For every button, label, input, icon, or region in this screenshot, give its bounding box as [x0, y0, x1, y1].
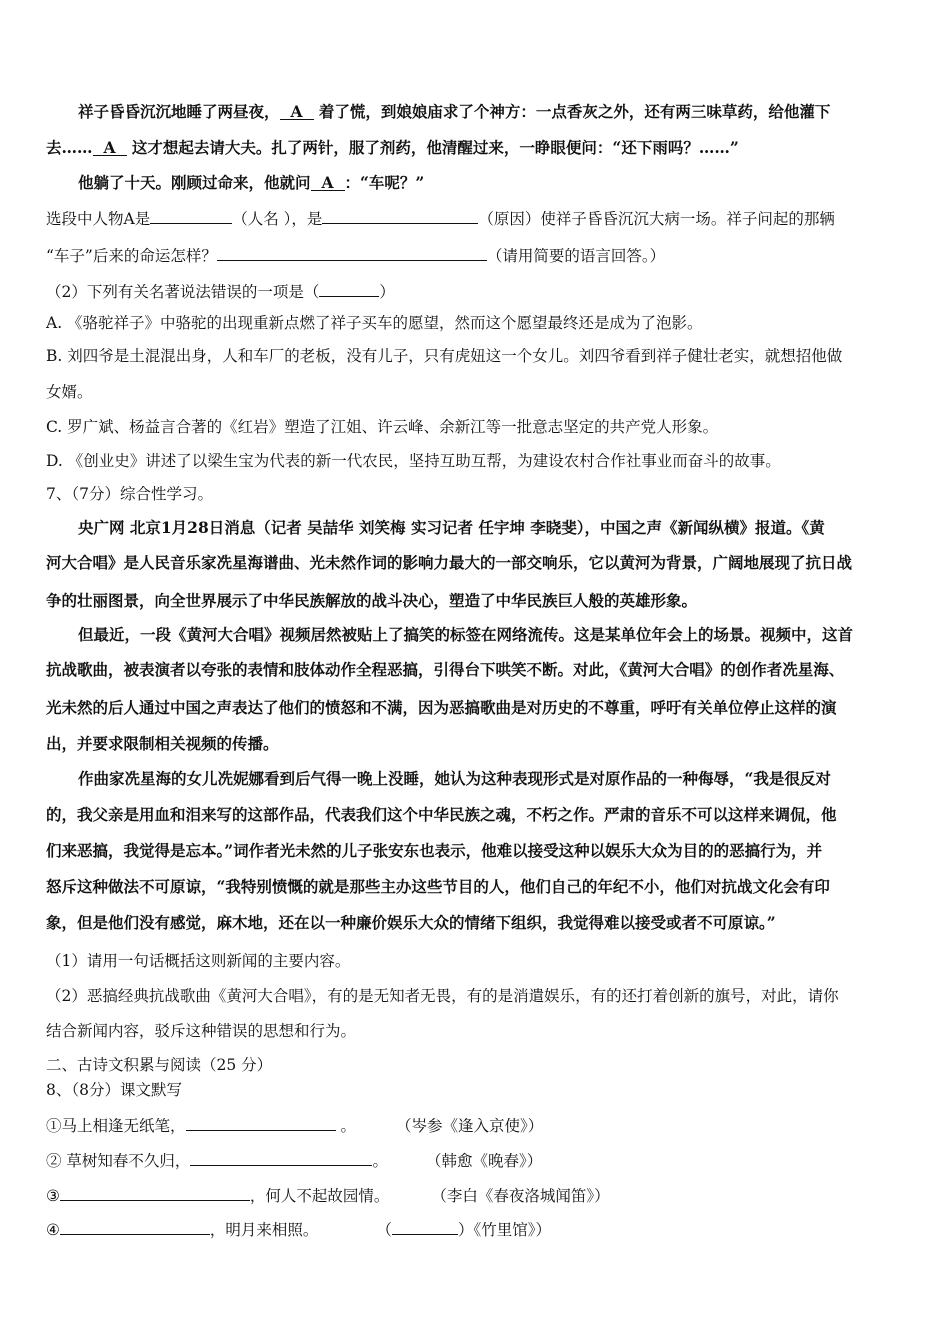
option-d: D. 《创业史》讲述了以梁生宝为代表的新一代农民，坚持互助互帮，为建设农村合作社事业而奋斗的故事。	[46, 452, 781, 470]
excerpt-line-2: 去…… A 这才想起去请大夫。扎了两针，服了剂药，他清醒过来，一睁眼便问：“还下雨吗？……”	[46, 138, 739, 157]
news-line-4: 但最近，一段《黄河大合唱》视频居然被贴上了搞笑的标签在网络流传。这是某单位年会上的场景。视频中，这首	[78, 625, 854, 644]
question-8-title: 8、（8分）课文默写	[46, 1081, 182, 1099]
recite-line-3: ③ ，何人不起故园情。 （李白《春夜洛城闻笛》）	[46, 1183, 910, 1206]
answer-blank-choice[interactable]	[319, 279, 379, 297]
question-7-title: 7、（7分）综合性学习。	[46, 485, 213, 503]
news-line-8: 作曲家冼星海的女儿冼妮娜看到后气得一晚上没睡，她认为这种表现形式是对原作品的一种侮辱，“我是很反对	[78, 769, 831, 788]
recite-line-2: ② 草树知春不久归， 。 （韩愈《晚春》）	[46, 1148, 910, 1171]
news-line-6: 光未然的后人通过中国之声表达了他们的愤怒和不满，因为恶搞歌曲是对历史的不尊重，呼吁有关单位停止这样的演	[46, 698, 837, 717]
blank-a-2: A	[93, 138, 127, 156]
recite-line-1: ①马上相逢无纸笔， 。 （岑参《逢入京使》）	[46, 1113, 910, 1136]
news-line-11: 怒斥这种做法不可原谅，“我特别愤慨的就是那些主办这些节目的人，他们自己的年纪不小，他们对抗战文化会有印	[46, 877, 830, 896]
question-7-sub-2-line-2: 结合新闻内容，驳斥这种错误的思想和行为。	[46, 1022, 357, 1040]
question-a-line-2: “车子”后来的命运怎样？ （请用简要的语言回答。）	[46, 243, 910, 266]
news-line-9: 的，我父亲是用血和泪来写的这部作品，代表我们这个中华民族之魂，不朽之作。严肃的音乐不可以这样来调侃，他	[46, 805, 837, 824]
question-2-stem: （2）下列有关名著说法错误的一项是（ ）	[46, 279, 910, 302]
recite-blank-2[interactable]	[190, 1148, 372, 1166]
news-line-1: 央广网 北京1月28日消息（记者 吴喆华 刘笑梅 实习记者 任宇坤 李晓斐），中国之声《新闻纵横》报道。《黄	[78, 518, 825, 537]
excerpt-line-1: 祥子昏昏沉沉地睡了两昼夜， A 着了慌，到娘娘庙求了个神方：一点香灰之外，还有两三味草药，给他灌下	[78, 102, 831, 121]
section-2-heading: 二、古诗文积累与阅读（25 分）	[46, 1056, 273, 1074]
option-b-line-1: B. 刘四爷是土混混出身，人和车厂的老板，没有儿子，只有虎妞这一个女儿。刘四爷看到祥子健壮老实，就想招他做	[46, 347, 843, 365]
news-line-5: 抗战歌曲，被表演者以夸张的表情和肢体动作全程恶搞，引得台下哄笑不断。对此，《黄河大合唱》的创作者冼星海、	[46, 660, 845, 679]
news-line-3: 争的壮丽图景，向全世界展示了中华民族解放的战斗决心，塑造了中华民族巨人般的英雄形象。	[46, 591, 698, 610]
excerpt-line-3: 他躺了十天。刚顾过命来，他就问 A ：“车呢？”	[78, 173, 425, 192]
news-line-7: 出，并要求限制相关视频的传播。	[46, 734, 279, 753]
question-7-sub-1: （1）请用一句话概括这则新闻的主要内容。	[46, 952, 351, 970]
question-7-sub-2-line-1: （2）恶搞经典抗战歌曲《黄河大合唱》，有的是无知者无畏，有的是消遣娱乐，有的还打着创新的旗号，对此，请你	[46, 987, 839, 1005]
question-a-line-1: 选段中人物A是 （人名 ），是 （原因）使祥子昏昏沉沉大病一场。祥子问起的那辆	[46, 206, 910, 229]
recite-blank-3[interactable]	[60, 1183, 250, 1201]
blank-a-3: A	[311, 173, 345, 191]
recite-line-4: ④ ，明月来相照。 （ ）《竹里馆》）	[46, 1217, 910, 1240]
blank-a-1: A	[280, 102, 314, 120]
option-b-line-2: 女婿。	[46, 383, 93, 401]
recite-blank-author[interactable]	[392, 1217, 458, 1235]
option-a: A. 《骆驼祥子》中骆驼的出现重新点燃了祥子买车的愿望，然而这个愿望最终还是成为了泡影。	[46, 314, 703, 332]
recite-blank-1[interactable]	[186, 1113, 336, 1131]
answer-blank-name[interactable]	[150, 206, 232, 224]
option-c: C. 罗广斌、杨益言合著的《红岩》塑造了江姐、许云峰、余新江等一批意志坚定的共产党人形象。	[46, 418, 719, 436]
recite-blank-4[interactable]	[60, 1217, 210, 1235]
news-line-10: 们来恶搞，我觉得是忘本。”词作者光未然的儿子张安东也表示，他难以接受这种以娱乐大众为目的的恶搞行为，并	[46, 841, 823, 860]
news-line-2: 河大合唱》是人民音乐家冼星海谱曲、光未然作词的影响力最大的一部交响乐，它以黄河为背景，广阔地展现了抗日战	[46, 553, 853, 572]
news-line-12: 象，但是他们没有感觉，麻木地，还在以一种廉价娱乐大众的情绪下组织，我觉得难以接受或者不可原谅。”	[46, 913, 776, 932]
answer-blank-car-fate[interactable]	[217, 243, 487, 261]
answer-blank-reason[interactable]	[322, 206, 478, 224]
